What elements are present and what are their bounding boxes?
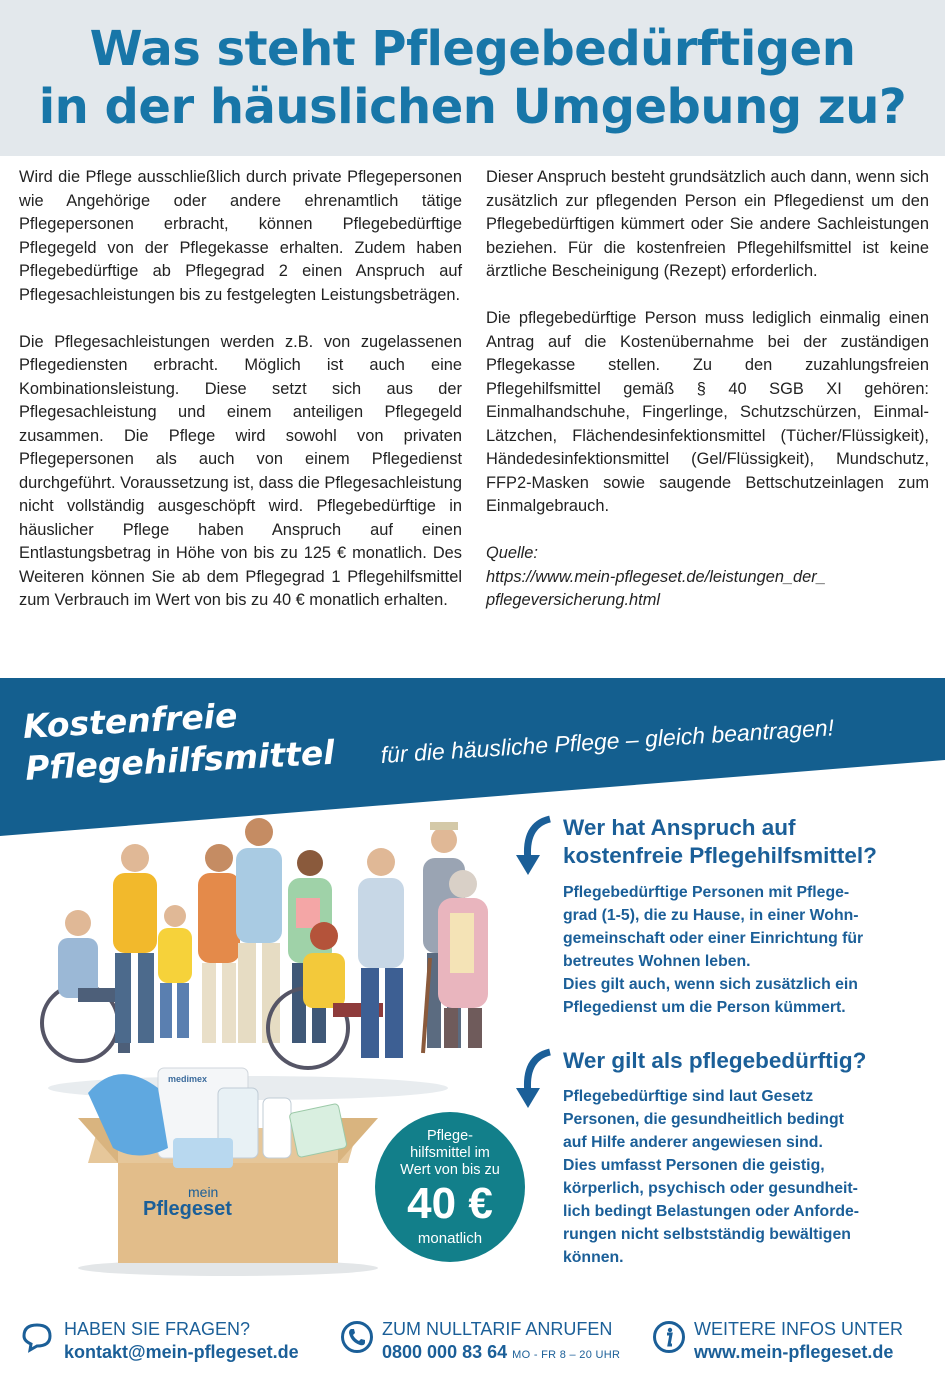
qa-1-title (563, 814, 877, 870)
person-man-denim (358, 848, 404, 1058)
footer-call (382, 1318, 620, 1367)
box-brand: Pflegeset (143, 1198, 232, 1220)
qa-1-body-line: betreutes Wohnen leben. (563, 953, 751, 970)
qa-1-body-line: Pflegedienst um die Person kümmert. (563, 999, 846, 1016)
article-paragraph: Dieser Anspruch besteht grundsätzlich auch dann, wenn sich zusätzlich zur pflegenden Person ein Pflegedienst um den Pflegebedürftigen kümmert oder Sie andere Sachleistungen beziehen. Für die kostenfreien Pflegehilfsmittel ist keine ärztliche Bescheinigung (Rezept) erforderlich. (486, 168, 929, 280)
qa-2-title (563, 1047, 866, 1075)
footer-info-label: WEITERE INFOS UNTER (694, 1319, 904, 1339)
box-product-label: medimex (168, 1074, 208, 1084)
page-title-line1: Was steht Pflegebedürftigen (89, 21, 856, 77)
footer-email-link[interactable]: kontakt@mein-pflegeset.de (64, 1342, 299, 1362)
footer-phone-link[interactable] (382, 1340, 620, 1367)
qa-2-title-line1: Wer gilt als pflegebedürftig? (563, 1048, 867, 1073)
qa-1-title-line1: Wer hat Anspruch auf (563, 815, 796, 840)
qa-1-body-line: grad (1-5), die zu Hause, in einer Wohn- (563, 907, 859, 924)
article-right-column (486, 166, 929, 613)
info-icon (652, 1320, 686, 1354)
person-yellow-sweater (113, 844, 157, 1043)
article-paragraph: Die pflegebedürftige Person muss lediglich einmalig einen Antrag auf die Kostenübernahme bei der zuständigen Pflegekasse stellen. Zu den zuzahlungsfreien Pflegehilfsmittel gemäß § 40 SGB XI gehören: Einmalhandschuhe, Fingerlinge, Schutzschürzen, Einmal-Lätzchen, Flächendesinfektionsmittel (Tücher/Flüssigkeit), Händedesinfektionsmittel (Gel/Flüssigkeit), Mundschutz, FFP2-Masken sowie saugende Bettschutzeinlagen zum Einmalgebrauch. (486, 309, 929, 515)
person-child (158, 905, 192, 1038)
qa-1-title-line2: kostenfreie Pflegehilfsmittel? (563, 843, 877, 868)
qa-2-body-line: körperlich, psychisch oder gesundheit- (563, 1180, 858, 1197)
article-paragraph: Die Pflegesachleistungen werden z.B. von zugelassenen Pflegediensten erbracht. Möglich ist auch eine Kombinationsleistung. Diese setzt sich aus der Pflegesachleistung und einem anteiligen Pflegegeld zusammen. Die Pflege wird sowohl von privaten Pflegepersonen als auch von einem Pflegedienst durchgeführt. Voraussetzung ist, dass die Pflegesachleistung nicht vollständig ausgeschöpft wird. Pflegebedürftige in häuslicher Pflege haben Anspruch auf einen Entlastungsbetrag in Höhe von bis zu 125 € monatlich. Des Weiteren können Sie ab dem Pflegegrad 1 Pflegehilfsmittel zum Verbrauch im Wert von bis zu 40 € monatlich erhalten. (19, 332, 462, 609)
person-man-shirt (236, 818, 282, 1043)
footer-info (694, 1318, 903, 1364)
source-url-line2[interactable]: pflegeversicherung.html (486, 591, 661, 609)
badge-line1: Pflege- (427, 1128, 473, 1144)
banner-title (22, 690, 336, 790)
qa-2-body-line: Pflegebedürftige sind laut Gesetz (563, 1088, 814, 1105)
footer-phone-number[interactable]: 0800 000 83 64 (382, 1342, 508, 1362)
box-brand-small: mein (188, 1184, 219, 1200)
qa-1-body-line: Pflegebedürftige Personen mit Pflege- (563, 884, 850, 901)
curved-arrow-icon (512, 815, 556, 879)
page-title (8, 20, 938, 136)
badge-text (375, 1128, 525, 1179)
qa-2-body (563, 1085, 928, 1269)
source-url-line1[interactable]: https://www.mein-pflegeset.de/leistungen_der_ (486, 567, 826, 586)
footer-call-label: ZUM NULLTARIF ANRUFEN (382, 1319, 613, 1339)
banner-subtitle: für die häusliche Pflege – gleich beantragen! (380, 714, 835, 768)
qa-1-body (563, 881, 928, 1019)
qa-1-body-line: Dies gilt auch, wenn sich zusätzlich ein (563, 976, 858, 993)
article-left-column (19, 166, 462, 636)
qa-2-body-line: lich bedingt Belastungen oder Anforde- (563, 1203, 860, 1220)
qa-2-body-line: Dies umfasst Personen die geistig, (563, 1157, 825, 1174)
badge-line3: Wert von bis zu (400, 1162, 500, 1178)
curved-arrow-icon (512, 1048, 556, 1112)
badge-amount: 40 € (407, 1179, 493, 1228)
badge-line2: hilfsmittel im (410, 1145, 490, 1161)
qa-2-body-line: auf Hilfe anderer angewiesen sind. (563, 1134, 823, 1151)
footer-questions-label: HABEN SIE FRAGEN? (64, 1319, 251, 1339)
article-paragraph: Wird die Pflege ausschließlich durch private Pflegepersonen wie Angehörige oder andere ehrenamtlich tätige Pflegepersonen erbracht, können Pflegebedürftige Pflegegeld von der Pflegekasse erhalten. Zudem haben Pflegebedürftige ab Pflegegrad 2 einen Anspruch auf Pflegesachleistungen bis zu festgelegten Leistungsbeträgen. (19, 168, 462, 304)
footer-website-link[interactable]: www.mein-pflegeset.de (694, 1342, 894, 1362)
banner-title-line1: Kostenfreie (22, 695, 239, 746)
qa-1-body-line: gemeinschaft oder einer Einrichtung für (563, 930, 864, 947)
product-box (78, 1068, 378, 1276)
source-citation (486, 542, 929, 613)
phone-icon (340, 1320, 374, 1354)
qa-2-body-line: können. (563, 1249, 624, 1266)
qa-2-body-line: Personen, die gesundheitlich bedingt (563, 1111, 844, 1128)
header (0, 0, 945, 156)
chat-bubble-icon (20, 1320, 54, 1354)
footer-call-hours: MO - FR 8 – 20 UHR (512, 1349, 621, 1361)
person-woman-orange (198, 844, 240, 1043)
banner-title-line2: Pflegehilfsmittel (24, 732, 336, 788)
footer-questions (64, 1318, 299, 1364)
qa-2-body-line: rungen nicht selbstständig bewältigen (563, 1226, 851, 1243)
source-label: Quelle: (486, 544, 538, 562)
price-badge (375, 1112, 525, 1262)
page-title-line2: in der häuslichen Umgebung zu? (38, 79, 907, 135)
badge-period: monatlich (417, 1230, 483, 1247)
